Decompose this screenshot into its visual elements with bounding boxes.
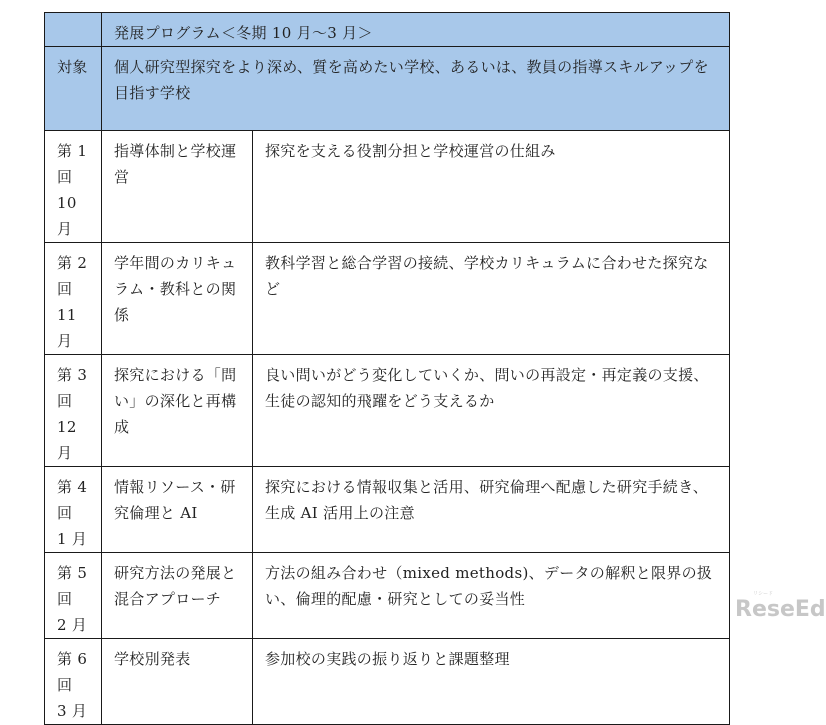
program-table	[44, 12, 730, 725]
topic-cell: 指導体制と学校運営	[102, 131, 253, 243]
table-row	[45, 243, 730, 355]
topic-cell: 情報リソース・研究倫理と AI	[102, 467, 253, 553]
header-label-cell	[45, 13, 102, 47]
session-cell: 第 3 回 12 月	[45, 355, 102, 467]
session-cell: 第 1 回 10 月	[45, 131, 102, 243]
session-cell: 第 5 回 2 月	[45, 553, 102, 639]
detail-cell: 探究における情報収集と活用、研究倫理へ配慮した研究手続き、生成 AI 活用上の注意	[253, 467, 730, 553]
table-row	[45, 553, 730, 639]
watermark-subtext: リシード	[753, 591, 774, 597]
session-cell: 第 6 回 3 月	[45, 639, 102, 725]
target-text: 個人研究型探究をより深め、質を高めたい学校、あるいは、教員の指導スキルアップを目指す学校	[102, 47, 730, 131]
topic-cell: 学校別発表	[102, 639, 253, 725]
target-label: 対象	[45, 47, 102, 131]
detail-cell: 方法の組み合わせ（mixed methods)、データの解釈と限界の扱い、倫理的配慮・研究としての妥当性	[253, 553, 730, 639]
table-row	[45, 355, 730, 467]
program-title: 発展プログラム＜冬期 10 月〜3 月＞	[102, 13, 730, 47]
header-row	[45, 13, 730, 47]
table-row	[45, 639, 730, 725]
detail-cell: 探究を支える役割分担と学校運営の仕組み	[253, 131, 730, 243]
session-cell: 第 4 回 1 月	[45, 467, 102, 553]
detail-cell: 良い問いがどう変化していくか、問いの再設定・再定義の支援、生徒の認知的飛躍をどう支えるか	[253, 355, 730, 467]
table-row	[45, 467, 730, 553]
target-row	[45, 47, 730, 131]
topic-cell: 探究における「問い」の深化と再構成	[102, 355, 253, 467]
detail-cell: 参加校の実践の振り返りと課題整理	[253, 639, 730, 725]
table-row	[45, 131, 730, 243]
watermark-logo: ReseEd	[735, 597, 826, 622]
detail-cell: 教科学習と総合学習の接続、学校カリキュラムに合わせた探究など	[253, 243, 730, 355]
topic-cell: 学年間のカリキュラム・教科との関係	[102, 243, 253, 355]
topic-cell: 研究方法の発展と混合アプローチ	[102, 553, 253, 639]
session-cell: 第 2 回 11 月	[45, 243, 102, 355]
